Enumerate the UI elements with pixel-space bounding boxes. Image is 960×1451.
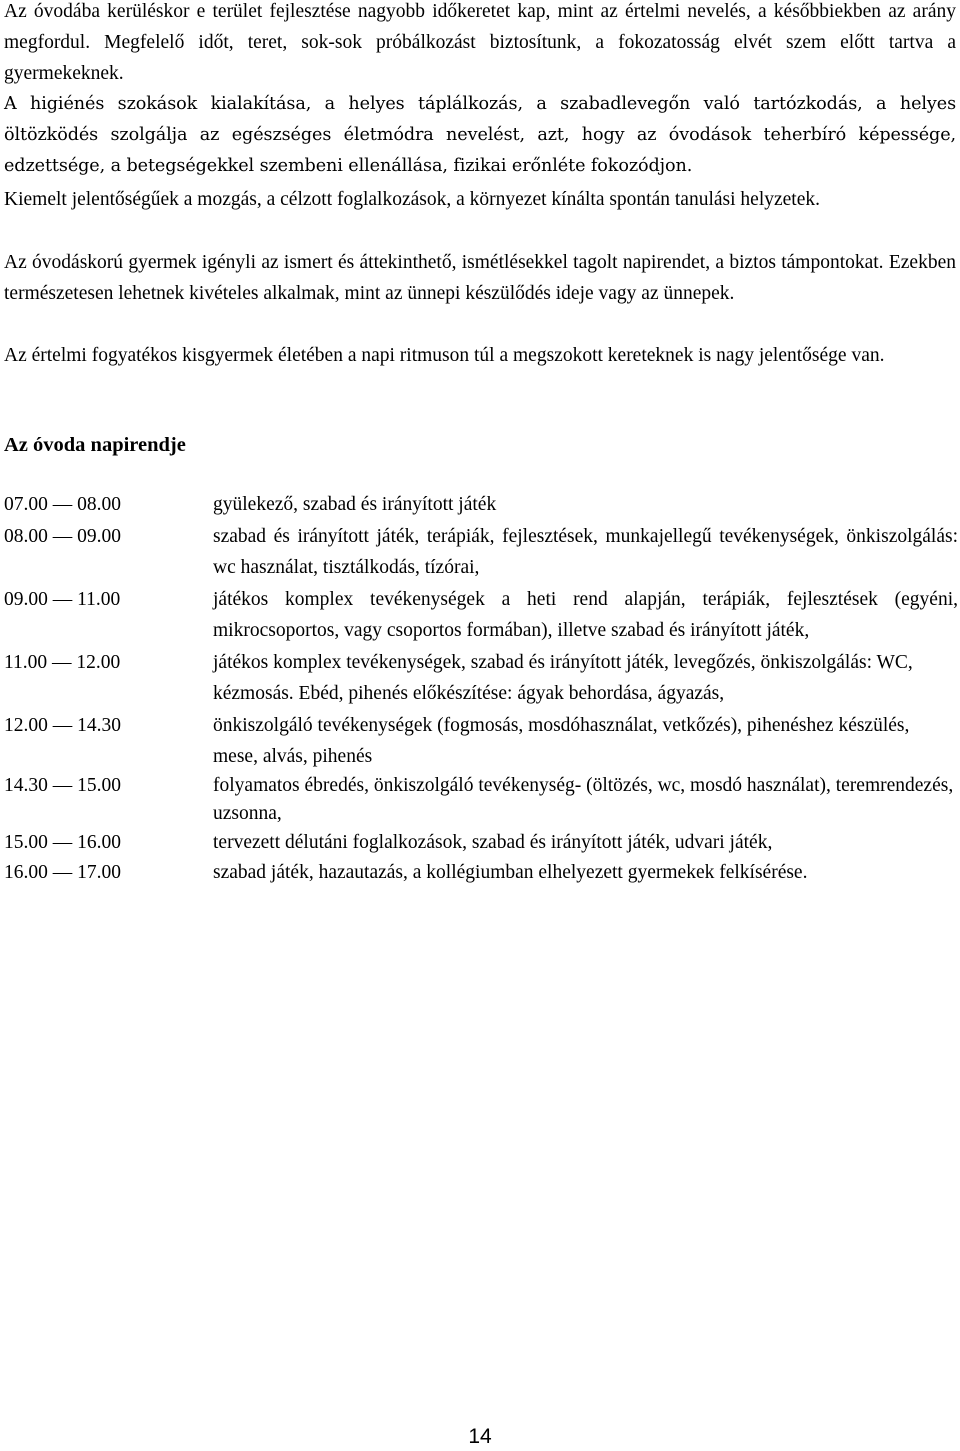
schedule-row [4, 829, 958, 857]
schedule-activity: szabad és irányított játék, terápiák, fejlesztések, munkajellegű tevékenységek, önkiszolgálás: wc használat, tisztálkodás, tízórai, [213, 525, 958, 578]
schedule-activity: tervezett délutáni foglalkozások, szabad és irányított játék, udvari játék, [213, 831, 773, 853]
schedule-time: 15.00 — 16.00 [4, 831, 121, 853]
paragraph-daily-routine: Az óvodáskorú gyermek igényli az ismert és áttekinthető, ismétlésekkel tagolt napirendet, a biztos támpontokat. Ezekben természetesen lehetnek kivételes alkalmak, mint az ünnepi készülődés ideje vagy az ünnepek. [4, 252, 956, 304]
schedule-activity: önkiszolgáló tevékenységek (fogmosás, mosdóhasználat, vetkőzés), pihenéshez készülés, mese, alvás, pihenés [213, 714, 910, 767]
daily-schedule [4, 489, 958, 888]
section-heading-daily-schedule: Az óvoda napirendje [4, 434, 186, 456]
schedule-row [4, 647, 958, 710]
page-number: 14 [468, 1425, 492, 1448]
schedule-time: 16.00 — 17.00 [4, 861, 121, 883]
paragraph-development-time: Az óvodába kerüléskor e terület fejlesztése nagyobb időkeretet kap, mint az értelmi nevelés, a későbbiekben az arány megfordul. Megfelelő időt, teret, sok-sok próbálkozást biztosítunk, a fokozatosság elvét szem előtt tartva a gyermekeknek. [4, 1, 956, 84]
schedule-activity: játékos komplex tevékenységek, szabad és irányított játék, levegőzés, önkiszolgálás: WC, kézmosás. Ebéd, pihenés előkészítése: ágyak behordása, ágyazás, [213, 651, 913, 704]
schedule-row [4, 710, 958, 773]
schedule-time: 11.00 — 12.00 [4, 651, 121, 673]
schedule-time: 09.00 — 11.00 [4, 588, 121, 610]
paragraph-rhythm-frames: Az értelmi fogyatékos kisgyermek életében a napi ritmuson túl a megszokott kereteknek is nagy jelentősége van. [4, 345, 885, 366]
schedule-activity: gyülekező, szabad és irányított játék [213, 494, 497, 515]
schedule-row [4, 584, 958, 647]
schedule-row [4, 772, 958, 828]
schedule-activity: szabad játék, hazautazás, a kollégiumban elhelyezett gyermekek felkísérése. [213, 861, 808, 883]
paragraph-movement-importance: Kiemelt jelentőségűek a mozgás, a célzott foglalkozások, a környezet kínálta spontán tanulási helyzetek. [4, 189, 820, 210]
schedule-time: 14.30 — 15.00 [4, 774, 121, 796]
schedule-time: 08.00 — 09.00 [4, 525, 121, 547]
schedule-activity: játékos komplex tevékenységek a heti rend alapján, terápiák, fejlesztések (egyéni, mikrocsoportos, vagy csoportos formában), illetve szabad és irányított játék, [213, 588, 958, 641]
schedule-row [4, 521, 958, 584]
schedule-activity: folyamatos ébredés, önkiszolgáló tevékenység- (öltözés, wc, mosdó használat), teremrendezés, uzsonna, [213, 774, 954, 824]
schedule-row [4, 857, 958, 888]
schedule-time: 07.00 — 08.00 [4, 494, 121, 515]
schedule-time: 12.00 — 14.30 [4, 714, 121, 736]
schedule-row [4, 489, 958, 521]
paragraph-hygiene-habits: A higiénés szokások kialakítása, a helyes táplálkozás, a szabadlevegőn való tartózkodás, a helyes öltözködés szolgálja az egészséges életmódra nevelést, azt, hogy az óvodások teherbíró képessége, edzettsége, a betegségekkel szembeni ellenállása, fizikai erőnléte fokozódjon. [4, 94, 956, 176]
